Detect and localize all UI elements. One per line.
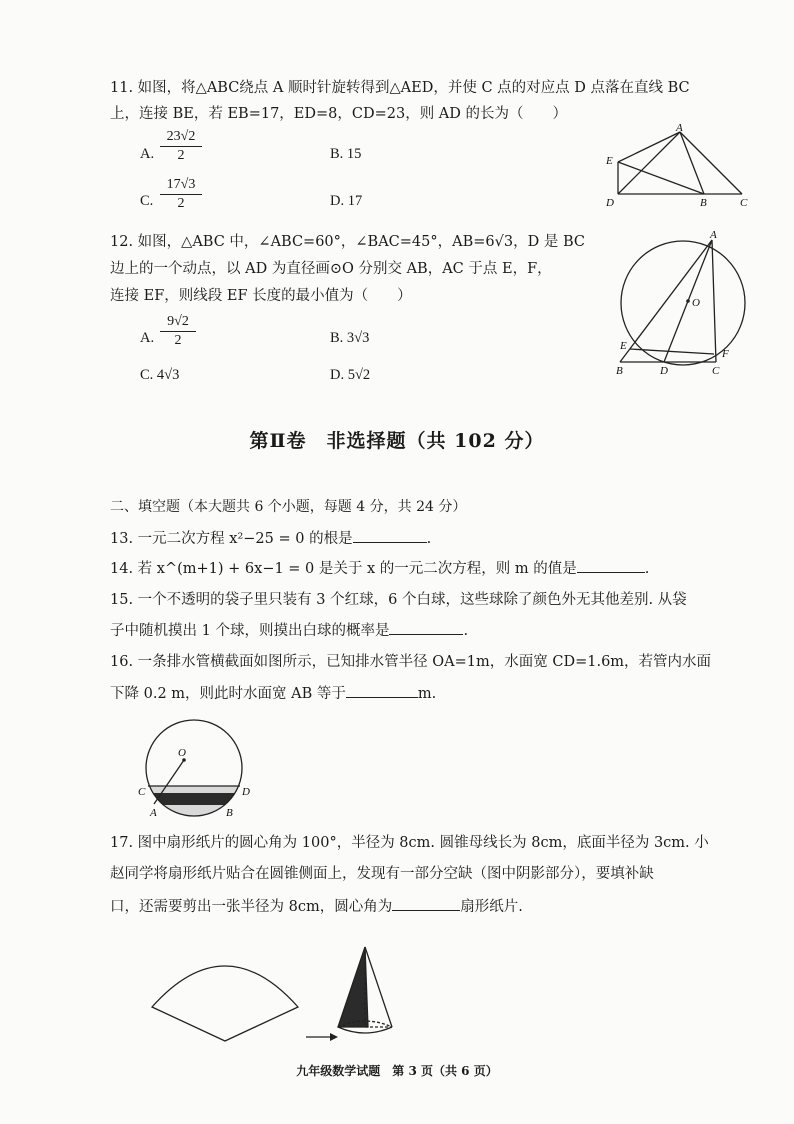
- q16-figure: [132, 718, 262, 822]
- q11-option-a-denominator: 2: [177, 148, 185, 163]
- q12-option-c: C. 4√3: [140, 367, 180, 383]
- q11-label-b: B: [700, 197, 707, 209]
- q11-line2: 上，连接 BE，若 EB=17，ED=8，CD=23，则 AD 的长为（ ）: [110, 106, 568, 122]
- q14-end: .: [644, 561, 650, 577]
- q12-label-d: D: [660, 365, 668, 377]
- page-footer: 九年级数学试题 第 3 页（共 6 页）: [296, 1064, 498, 1078]
- q12-option-a-label: A.: [140, 330, 155, 346]
- q16-label-a: A: [150, 807, 157, 819]
- q13: [110, 528, 431, 549]
- q16-answer-blank[interactable]: [346, 683, 418, 698]
- q15-line2-text: 子中随机摸出 1 个球，则摸出白球的概率是: [110, 623, 390, 639]
- q11-option-c-label: C.: [140, 193, 154, 209]
- q11-label-d: D: [606, 197, 614, 209]
- section-title: 第Ⅱ卷 非选择题（共 102 分）: [249, 430, 545, 452]
- q11-label-a: A: [676, 124, 683, 134]
- q17-line2: 赵同学将扇形纸片贴合在圆锥侧面上，发现有一部分空缺（图中阴影部分），要填补缺: [110, 866, 654, 882]
- q11-option-c-numerator: 17√3: [160, 176, 202, 195]
- q16-label-o: O: [178, 747, 186, 759]
- q11-figure: [600, 124, 760, 214]
- part2-header: [110, 497, 466, 517]
- q16-label-c: C: [138, 786, 146, 798]
- q16-line2: [110, 683, 436, 704]
- q11-option-c-fraction: [160, 176, 202, 213]
- q16-label-d: D: [242, 786, 250, 798]
- q17-line1: 17. 图中扇形纸片的圆心角为 100°，半径为 8cm. 圆锥母线长为 8cm，底面半径为 3cm. 小: [110, 835, 709, 851]
- q16-line1: 16. 一条排水管横截面如图所示，已知排水管半径 OA=1m，水面宽 CD=1.6m，若管内水面: [110, 654, 712, 670]
- q13-answer-blank[interactable]: [353, 528, 427, 543]
- q16-line2-text: 下降 0.2 m，则此时水面宽 AB 等于: [110, 686, 346, 702]
- q15-line1: 15. 一个不透明的袋子里只装有 3 个红球，6 个白球，这些球除了颜色外无其他差别. 从袋: [110, 592, 687, 608]
- q14-answer-blank[interactable]: [577, 558, 645, 573]
- q12-line3: 连接 EF，则线段 EF 长度的最小值为（ ）: [110, 288, 412, 304]
- q12-label-o: O: [692, 297, 700, 309]
- q12-option-a-fraction: [160, 313, 196, 350]
- q13-text: 13. 一元二次方程 x²−25 = 0 的根是: [110, 531, 353, 547]
- q11-option-a-fraction: [160, 128, 202, 165]
- q15-line2: [110, 620, 468, 641]
- q12-option-d: D. 5√2: [330, 367, 371, 383]
- q12-line2: 边上的一个动点，以 AD 为直径画⊙O 分别交 AB，AC 于点 E，F，: [110, 261, 552, 277]
- q17-figure: [140, 935, 430, 1050]
- q11-label-c: C: [740, 197, 748, 209]
- q11-option-a-numerator: 23√2: [160, 128, 202, 147]
- part2-header-text: 二、填空题（本大题共 6 个小题，每题 4 分，共 24 分）: [110, 499, 467, 515]
- q12-label-f: F: [722, 348, 729, 360]
- q17-answer-blank[interactable]: [392, 896, 460, 911]
- q12-label-a: A: [710, 229, 717, 241]
- q12-label-c: C: [712, 365, 720, 377]
- q17-line3-text: 口，还需要剪出一张半径为 8cm，圆心角为: [110, 899, 393, 915]
- q14-text: 14. 若 x^(m+1) + 6x−1 = 0 是关于 x 的一元二次方程，则 m 的值是: [110, 561, 577, 577]
- q13-end: .: [426, 531, 432, 547]
- q16-label-b: B: [226, 807, 233, 819]
- q11-option-c-denominator: 2: [177, 196, 185, 211]
- q11-line1: 11. 如图，将△ABC绕点 A 顺时针旋转得到△AED，并使 C 点的对应点 D 点落在直线 BC: [110, 80, 690, 96]
- q15-end: .: [463, 623, 469, 639]
- q11-label-e: E: [606, 155, 613, 167]
- q12-figure: [608, 228, 758, 378]
- q12-option-a-numerator: 9√2: [160, 313, 196, 332]
- q11-option-b: B. 15: [330, 146, 362, 162]
- q12-option-a-denominator: 2: [174, 333, 182, 348]
- q12-option-b: B. 3√3: [330, 330, 370, 346]
- q17-line3: [110, 896, 523, 917]
- q12-label-b: B: [616, 365, 623, 377]
- q14: [110, 558, 649, 579]
- q12-line1: 12. 如图，△ABC 中，∠ABC=60°，∠BAC=45°，AB=6√3，D 是 BC: [110, 234, 585, 250]
- q16-end: m.: [417, 686, 437, 702]
- q11-option-d: D. 17: [330, 193, 363, 209]
- q17-end: 扇形纸片.: [460, 899, 523, 915]
- q11-option-a-label: A.: [140, 146, 155, 162]
- q12-label-e: E: [620, 340, 627, 352]
- q15-answer-blank[interactable]: [389, 620, 463, 635]
